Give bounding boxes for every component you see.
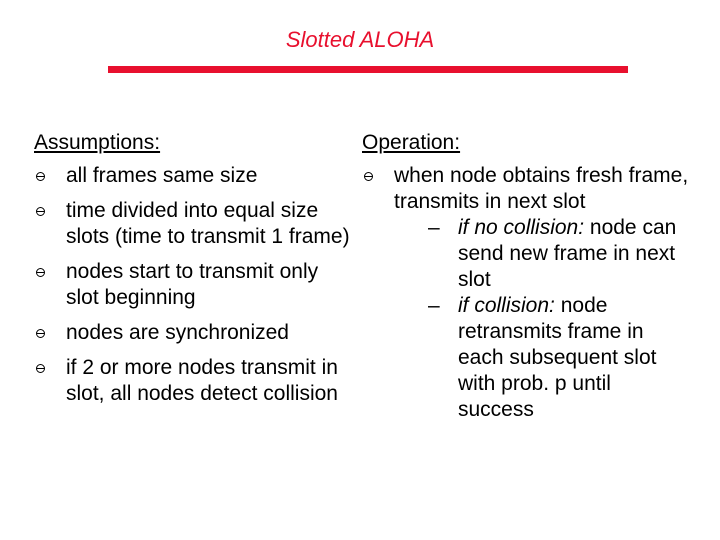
list-item (34, 355, 354, 407)
title-divider (108, 66, 628, 73)
operation-list (362, 163, 692, 423)
operation-sublist (394, 215, 692, 423)
sub-list-item (428, 215, 692, 293)
sub-list-item (428, 293, 692, 423)
condition-label: if no collision: (458, 216, 585, 239)
bullet-icon (36, 364, 45, 373)
bullet-icon (36, 207, 45, 216)
bullet-icon (36, 172, 45, 181)
list-item-text: if 2 or more nodes transmit in slot, all nodes detect collision (66, 356, 338, 405)
list-item-text: time divided into equal size slots (time to transmit 1 frame) (66, 199, 350, 248)
list-item-text: nodes start to transmit only slot beginning (66, 260, 319, 309)
list-item (34, 163, 354, 189)
list-item (34, 198, 354, 250)
page-title: Slotted ALOHA (285, 27, 435, 52)
assumptions-heading: Assumptions: (34, 131, 161, 154)
assumptions-column (34, 128, 354, 416)
condition-label: if collision: (458, 294, 555, 317)
list-item (34, 320, 354, 346)
bullet-icon (36, 268, 45, 277)
list-item (362, 163, 692, 423)
bullet-icon (364, 172, 373, 181)
list-item-text: all frames same size (66, 164, 258, 187)
list-item-text: when node obtains fresh frame, transmits in next slot (394, 164, 689, 213)
sub-item-text: node retransmits frame in each subsequent slot with prob. p until success (458, 294, 657, 421)
dash-icon: – (428, 216, 440, 239)
operation-heading: Operation: (362, 131, 461, 154)
list-item (34, 259, 354, 311)
dash-icon: – (428, 294, 440, 317)
sub-item-text: node can send new frame in next slot (458, 216, 677, 291)
operation-column (362, 128, 692, 432)
bullet-icon (36, 329, 45, 338)
assumptions-list (34, 163, 354, 407)
list-item-text: nodes are synchronized (66, 321, 289, 344)
